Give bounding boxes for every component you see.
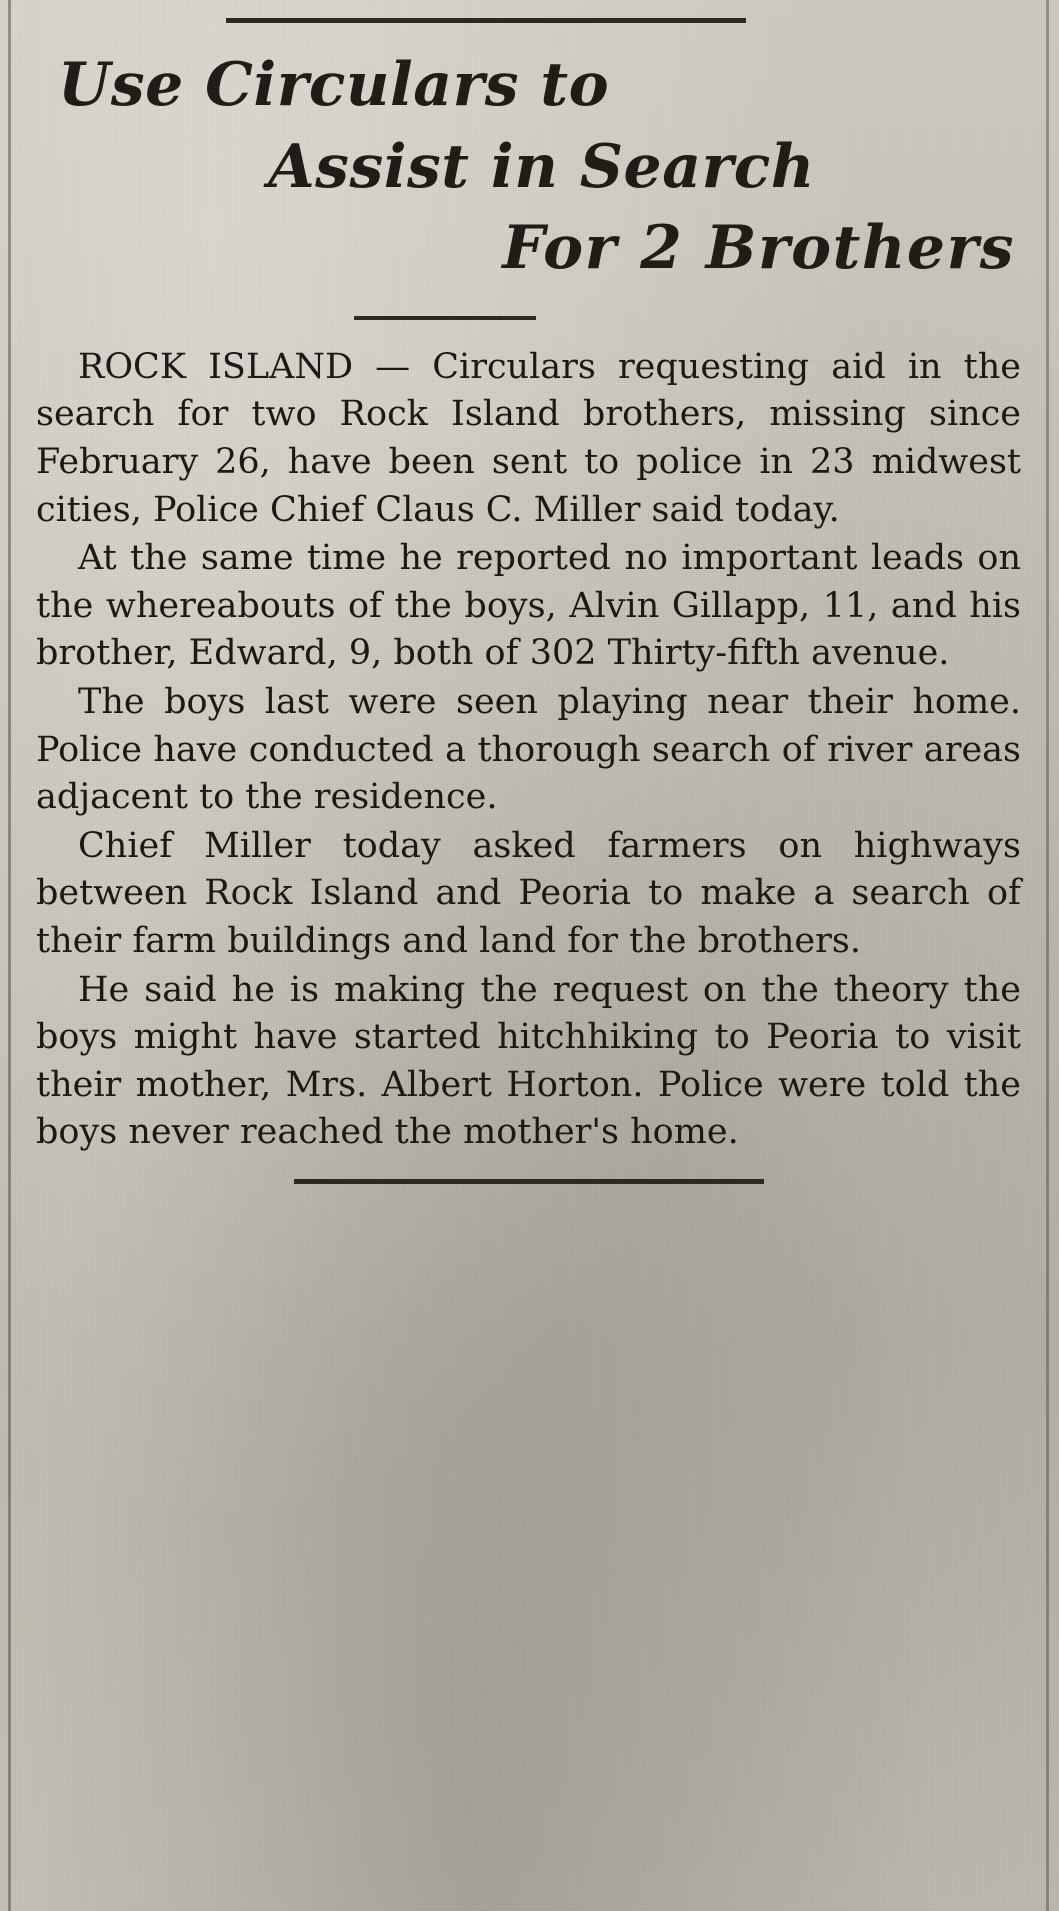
headline-line-2: Assist in Search	[268, 131, 815, 202]
article-paragraph: ROCK ISLAND — Circulars requesting aid in the search for two Rock Island brothers, missing since February 26, have been sent to police in 23 midwest cities, Police Chief Claus C. Miller said today.	[36, 346, 1021, 530]
page-title	[36, 45, 1021, 290]
article-paragraph: He said he is making the request on the theory the boys might have started hitchhiking to Peoria to visit their mother, Mrs. Albert Horton. Police were told the boys never reached the mother's home.	[36, 969, 1021, 1153]
article-body	[36, 344, 1021, 1157]
headline-line-3: For 2 Brothers	[502, 213, 1015, 284]
article-paragraph: Chief Miller today asked farmers on highways between Rock Island and Peoria to make a search of their farm buildings and land for the brothers.	[36, 825, 1021, 961]
headline-divider-rule	[354, 316, 536, 320]
clipping-content	[0, 18, 1059, 1184]
bottom-divider-rule	[294, 1179, 764, 1184]
headline-line-1: Use Circulars to	[58, 50, 610, 120]
article-paragraph: At the same time he reported no important leads on the whereabouts of the boys, Alvin Gillapp, 11, and his brother, Edward, 9, both of 302 Thirty-fifth avenue.	[36, 538, 1021, 674]
top-divider-rule	[226, 18, 746, 23]
article-paragraph: The boys last were seen playing near their home. Police have conducted a thorough search of river areas adjacent to the residence.	[36, 681, 1021, 818]
